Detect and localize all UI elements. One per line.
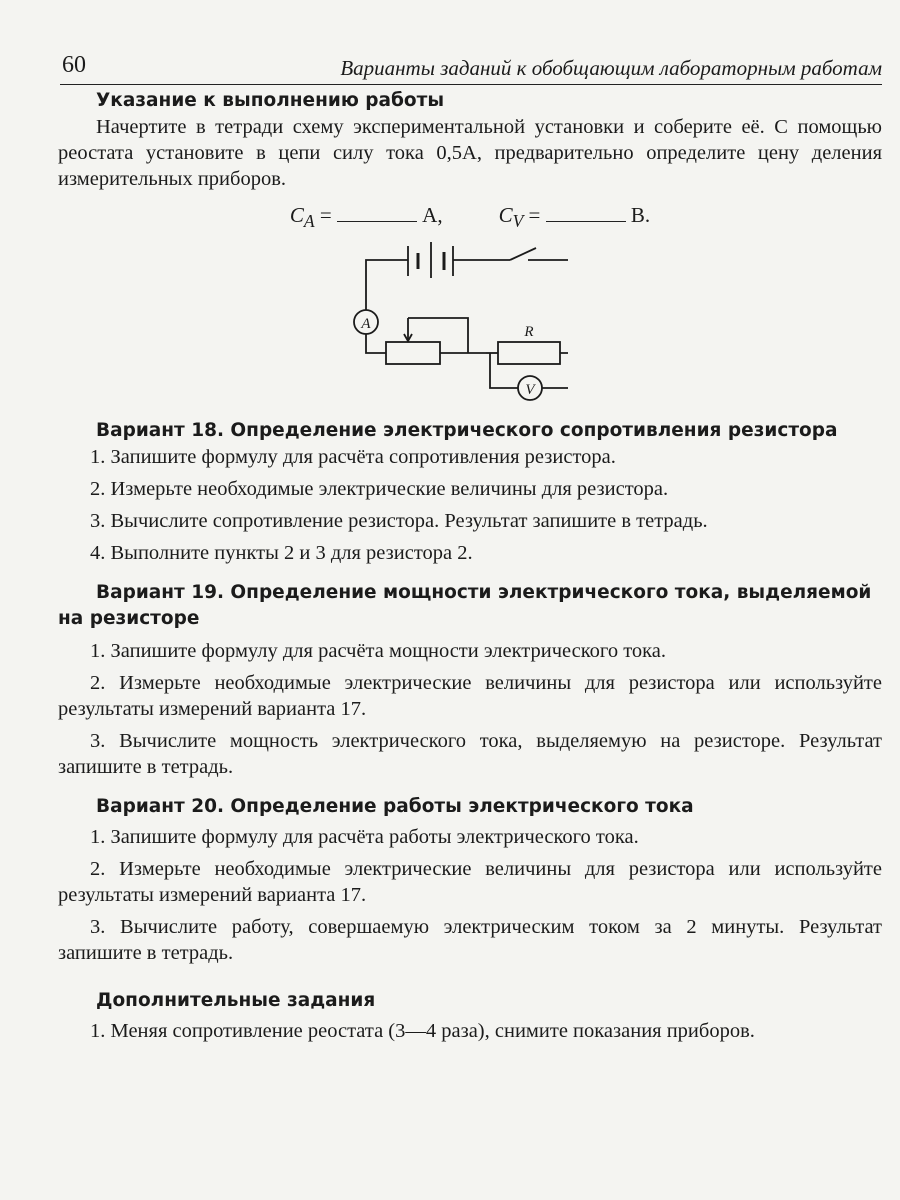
variant-19-heading: Вариант 19. Определение мощности электрического тока, выделяемой на резисторе — [58, 582, 872, 629]
variant-18-section — [58, 418, 882, 566]
cv-equals: = — [523, 203, 546, 227]
variant-19-item-1: 1. Запишите формулу для расчёта мощности электрического тока. — [90, 640, 667, 662]
page-content — [58, 88, 882, 1044]
ca-equals: = — [314, 203, 337, 227]
variant-20-item-3: 3. Вычислите работу, совершаемую электрическим током за 2 минуты. Результат запишите в тетрадь. — [58, 916, 882, 964]
additional-item-1: 1. Меняя сопротивление реостата (3—4 раза), снимите показания приборов. — [90, 1020, 755, 1042]
variant-19-item-2: 2. Измерьте необходимые электрические величины для резистора или используйте результаты измерений варианта 17. — [58, 672, 882, 720]
additional-section — [58, 988, 882, 1044]
cv-blank — [546, 203, 626, 222]
division-value-formula — [58, 202, 882, 232]
variant-18-item-3: 3. Вычислите сопротивление резистора. Результат запишите в тетрадь. — [90, 510, 708, 532]
variant-19-item-3: 3. Вычислите мощность электрического тока, выделяемую на резисторе. Результат запишите в тетрадь. — [58, 730, 882, 778]
variant-20-item-2: 2. Измерьте необходимые электрические величины для резистора или используйте результаты измерений варианта 17. — [58, 858, 882, 906]
additional-heading: Дополнительные задания — [96, 990, 376, 1011]
variant-18-item-1: 1. Запишите формулу для расчёта сопротивления резистора. — [90, 446, 616, 468]
variant-20-item-1: 1. Запишите формулу для расчёта работы электрического тока. — [90, 826, 639, 848]
page-number: 60 — [62, 52, 86, 78]
voltmeter-label: V — [525, 382, 535, 398]
ca-unit: А, — [422, 203, 443, 227]
page-header — [60, 44, 882, 85]
variant-20-heading: Вариант 20. Определение работы электрического тока — [96, 796, 694, 817]
variant-19-section — [58, 580, 882, 780]
cv-symbol: C — [498, 203, 513, 227]
circuit-diagram — [308, 238, 568, 408]
resistor-label: R — [524, 324, 534, 340]
cv-subscript: V — [512, 211, 524, 232]
ca-symbol: C — [289, 203, 304, 227]
instructions-heading: Указание к выполнению работы — [96, 90, 445, 111]
instructions-text: Начертите в тетради схему экспериментальной установки и соберите её. С помощью реостата установите в цепи силу тока 0,5A, предварительно определите цену деления измерительных приборов. — [58, 116, 882, 190]
variant-18-item-4: 4. Выполните пункты 2 и 3 для резистора 2. — [90, 542, 473, 564]
ammeter-label: A — [361, 316, 371, 332]
variant-18-heading: Вариант 18. Определение электрического сопротивления резистора — [96, 420, 838, 441]
ca-subscript: A — [303, 211, 315, 232]
variant-20-section — [58, 794, 882, 966]
ca-blank — [337, 203, 417, 222]
cv-unit: В. — [630, 203, 651, 227]
variant-18-item-2: 2. Измерьте необходимые электрические величины для резистора. — [90, 478, 669, 500]
running-title: Варианты заданий к обобщающим лабораторным работам — [340, 56, 882, 80]
